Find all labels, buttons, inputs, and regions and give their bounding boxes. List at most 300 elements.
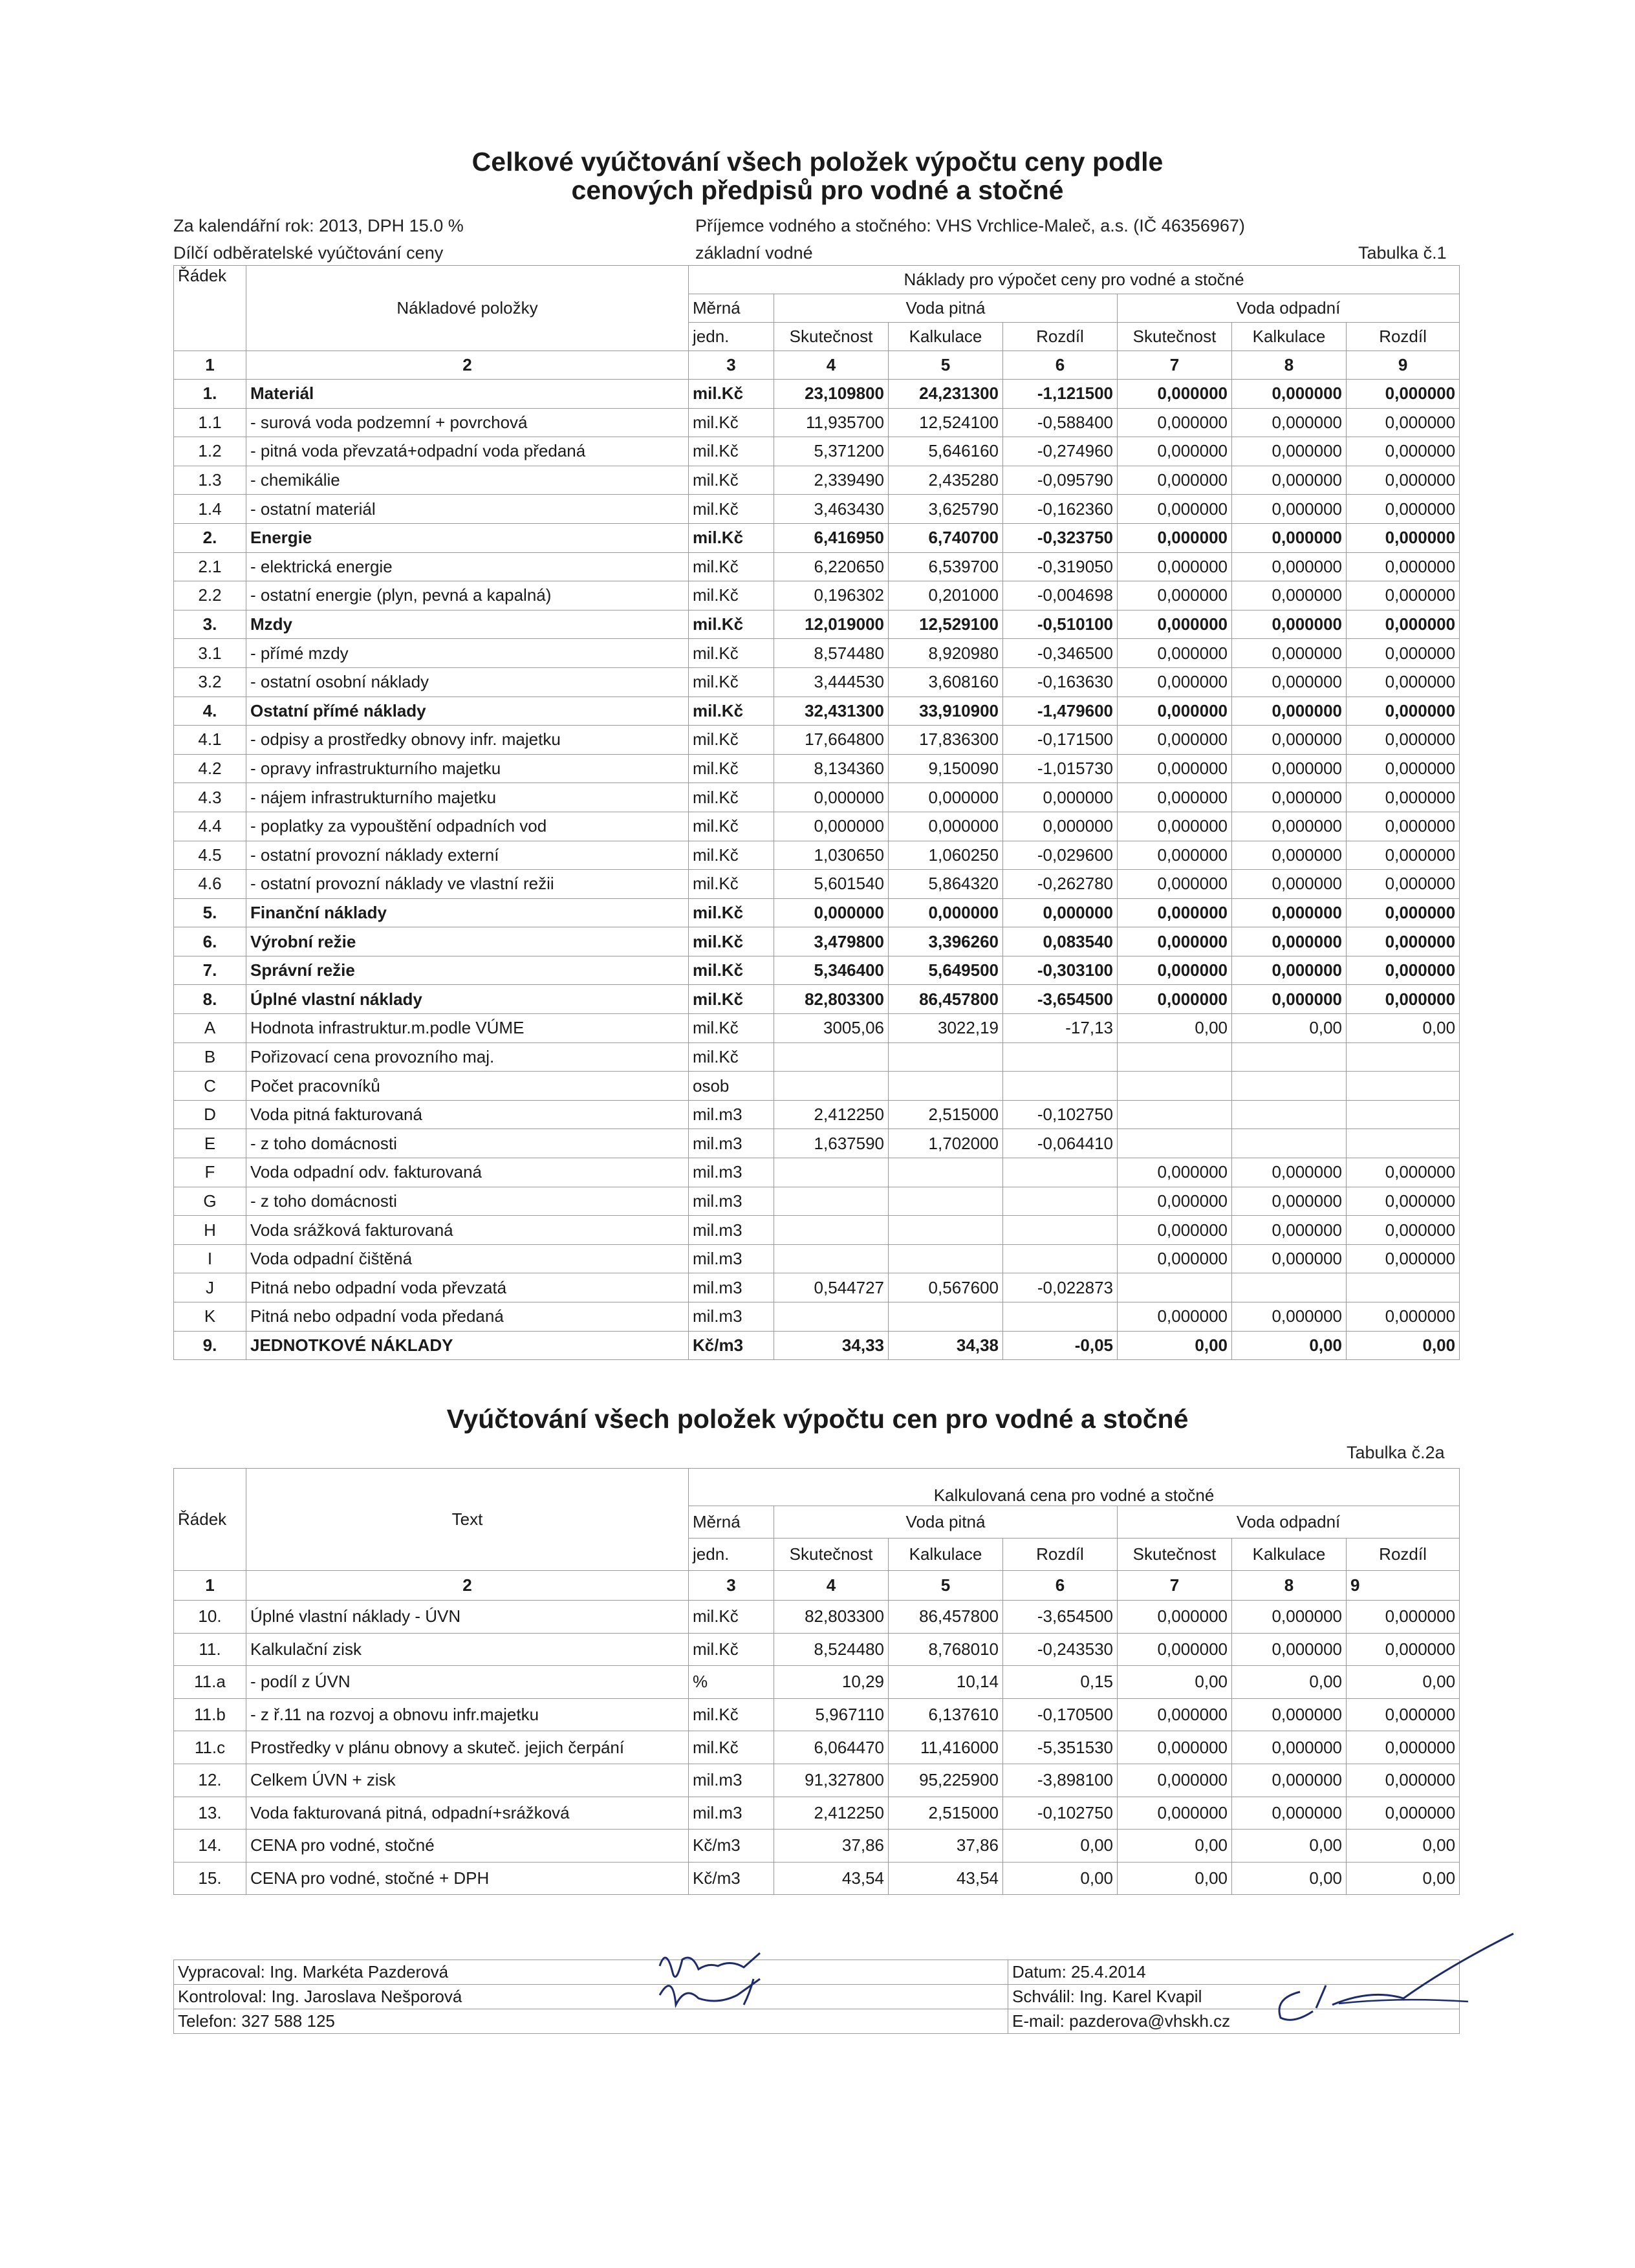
row-value: 0,000000 [1347,1158,1460,1187]
row-value: 1,060250 [889,841,1003,870]
row-value: -3,898100 [1003,1764,1118,1797]
row-number: F [174,1158,246,1187]
header-col: Kalkulace [889,323,1003,351]
row-unit: mil.m3 [689,1216,774,1245]
table-row [174,1042,1460,1072]
table-row [174,1830,1460,1863]
row-value [1232,1072,1347,1101]
row-value: 0,000000 [1347,1187,1460,1216]
row-value [774,1302,889,1332]
row-value: 0,000000 [1118,697,1232,726]
row-label: - poplatky za vypouštění odpadních vod [246,812,689,841]
row-value: 0,000000 [1347,783,1460,812]
row-value: -0,274960 [1003,437,1118,466]
table-row [174,1666,1460,1699]
row-label: - ostatní provozní náklady externí [246,841,689,870]
row-value: 0,000000 [1118,1601,1232,1634]
row-value: 0,000000 [1232,1698,1347,1731]
row-value: 0,000000 [1347,437,1460,466]
row-value: -0,004698 [1003,581,1118,610]
row-value: 0,000000 [1118,726,1232,755]
row-value: -3,654500 [1003,1601,1118,1634]
header-merna: Měrná [689,1506,774,1539]
table-row [174,408,1460,437]
row-label: Celkem ÚVN + zisk [246,1764,689,1797]
row-label: - nájem infrastrukturního majetku [246,783,689,812]
row-value: 0,00 [1232,1830,1347,1863]
row-value: 2,412250 [774,1797,889,1830]
row-number: 3.1 [174,639,246,668]
col-number: 5 [889,1571,1003,1601]
row-label: Voda srážková fakturovaná [246,1216,689,1245]
row-value: 0,000000 [1118,985,1232,1014]
header-col: Rozdíl [1347,323,1460,351]
row-value: -5,351530 [1003,1731,1118,1764]
row-value: -0,162360 [1003,495,1118,524]
row-unit: mil.Kč [689,783,774,812]
row-value: 0,000000 [1347,523,1460,552]
row-value: 91,327800 [774,1764,889,1797]
row-number: 11. [174,1633,246,1666]
row-value: 43,54 [774,1862,889,1895]
table-row [174,639,1460,668]
row-value: 2,515000 [889,1797,1003,1830]
table-row [174,898,1460,927]
row-label: - podíl z ÚVN [246,1666,689,1699]
row-value: 0,000000 [1232,1216,1347,1245]
row-value: 0,000000 [1118,639,1232,668]
header-span: Kalkulovaná cena pro vodné a stočné [689,1469,1460,1506]
row-unit: mil.m3 [689,1302,774,1332]
row-value: 0,000000 [1003,812,1118,841]
row-value: 43,54 [889,1862,1003,1895]
row-unit: mil.m3 [689,1158,774,1187]
row-number: H [174,1216,246,1245]
row-value: 0,000000 [1347,1633,1460,1666]
col-number: 3 [689,1571,774,1601]
row-value: 0,000000 [1118,1302,1232,1332]
row-value: 0,00 [1347,1666,1460,1699]
row-value: 3005,06 [774,1014,889,1043]
row-value: -0,064410 [1003,1129,1118,1158]
row-value [774,1187,889,1216]
row-unit: mil.Kč [689,1698,774,1731]
row-value: 0,000000 [1118,783,1232,812]
table-row [174,1331,1460,1360]
price-table [173,1468,1460,1895]
row-value [889,1158,1003,1187]
row-value: 0,000000 [1347,581,1460,610]
row-label: Mzdy [246,610,689,639]
row-number: J [174,1273,246,1302]
row-value [1347,1042,1460,1072]
row-unit: mil.Kč [689,1042,774,1072]
row-value: 3,625790 [889,495,1003,524]
table-row [174,1014,1460,1043]
row-value: 0,00 [1232,1666,1347,1699]
row-value: -0,102750 [1003,1797,1118,1830]
row-unit: mil.Kč [689,610,774,639]
table-row [174,1797,1460,1830]
col-number: 1 [174,351,246,380]
header-col: Skutečnost [1118,323,1232,351]
row-value: 82,803300 [774,1601,889,1634]
row-value: 0,544727 [774,1273,889,1302]
table-row [174,1731,1460,1764]
row-number: 4.6 [174,870,246,899]
row-value: -0,303100 [1003,956,1118,985]
row-label: - ostatní provozní náklady ve vlastní režii [246,870,689,899]
row-value: 0,000000 [1232,610,1347,639]
row-value: -0,171500 [1003,726,1118,755]
row-value: 34,38 [889,1331,1003,1360]
row-value: 17,836300 [889,726,1003,755]
row-number: 3.2 [174,667,246,697]
col-number: 2 [246,351,689,380]
col-number: 9 [1347,351,1460,380]
row-unit: mil.Kč [689,841,774,870]
table-row [174,1601,1460,1634]
row-value: 11,935700 [774,408,889,437]
row-value [774,1042,889,1072]
table-row [174,1216,1460,1245]
col-number: 5 [889,351,1003,380]
row-value: 0,00 [1232,1014,1347,1043]
row-value: 0,000000 [889,783,1003,812]
row-value: 0,00 [1347,1014,1460,1043]
row-value [889,1302,1003,1332]
row-value: 0,000000 [1118,408,1232,437]
row-unit: osob [689,1072,774,1101]
row-value: 8,134360 [774,754,889,783]
row-value: 0,000000 [1347,1797,1460,1830]
row-number: 8. [174,985,246,1014]
row-value [1118,1042,1232,1072]
row-value: 0,000000 [1118,1698,1232,1731]
row-value: 0,00 [1118,1014,1232,1043]
row-value: 2,412250 [774,1100,889,1129]
row-value: 0,000000 [1118,552,1232,581]
row-label: Voda pitná fakturovaná [246,1100,689,1129]
row-value: 0,000000 [1347,380,1460,409]
header-jedn: jedn. [689,1539,774,1571]
row-value: -0,319050 [1003,552,1118,581]
row-label: - z ř.11 na rozvoj a obnovu infr.majetku [246,1698,689,1731]
row-value: 0,000000 [1232,898,1347,927]
document-title [0,147,1635,204]
row-value: 0,000000 [1232,1302,1347,1332]
col-number: 9 [1347,1571,1460,1601]
sub-info: Dílčí odběratelské vyúčtování ceny [173,243,444,263]
row-value: 0,000000 [1232,437,1347,466]
row-value: 0,000000 [1347,870,1460,899]
table2-number: Tabulka č.2a [1347,1443,1445,1462]
header-col: Kalkulace [1232,1539,1347,1571]
table-row [174,1072,1460,1101]
row-unit: mil.Kč [689,523,774,552]
row-unit: % [689,1666,774,1699]
row-label: - ostatní energie (plyn, pevná a kapalná) [246,581,689,610]
row-value: 3,444530 [774,667,889,697]
row-value: 0,000000 [1347,754,1460,783]
row-label: Energie [246,523,689,552]
row-value: 0,083540 [1003,927,1118,956]
title-line-2: cenových předpisů pro vodné a stočné [571,175,1064,205]
row-label: - surová voda podzemní + povrchová [246,408,689,437]
row-number: 14. [174,1830,246,1863]
row-unit: mil.Kč [689,1633,774,1666]
row-value: -0,029600 [1003,841,1118,870]
row-unit: mil.Kč [689,639,774,668]
row-value: 0,000000 [1232,523,1347,552]
header-radek: Řádek [174,266,246,351]
row-value: 0,00 [1003,1862,1118,1895]
row-value: 0,000000 [1118,380,1232,409]
row-value: 0,00 [1118,1862,1232,1895]
table-row [174,610,1460,639]
row-value [1003,1244,1118,1273]
col-number: 7 [1118,351,1232,380]
row-value: 0,000000 [1347,466,1460,495]
row-number: 5. [174,898,246,927]
row-unit: mil.Kč [689,667,774,697]
row-value: 0,00 [1118,1830,1232,1863]
email: E-mail: pazderova@vhskh.cz [1008,2009,1460,2034]
row-value: 34,33 [774,1331,889,1360]
row-unit: mil.Kč [689,754,774,783]
row-value: 0,00 [1347,1862,1460,1895]
cost-table [173,265,1460,1360]
table-row [174,726,1460,755]
row-value [1232,1129,1347,1158]
table-row [174,812,1460,841]
table-row [174,437,1460,466]
row-value: 17,664800 [774,726,889,755]
title-line-1: Celkové vyúčtování všech položek výpočtu ceny podle [471,147,1164,177]
row-label: - přímé mzdy [246,639,689,668]
row-value: 0,000000 [1118,1216,1232,1245]
row-unit: mil.Kč [689,1731,774,1764]
row-value: 1,637590 [774,1129,889,1158]
row-value: 95,225900 [889,1764,1003,1797]
row-value: 0,000000 [1232,1244,1347,1273]
tariff-label: základní vodné [695,243,813,263]
year-info: Za kalendářní rok: 2013, DPH 15.0 % [173,216,464,235]
row-label: - z toho domácnosti [246,1129,689,1158]
row-value: 0,000000 [1232,1731,1347,1764]
row-value [1232,1100,1347,1129]
row-label: Úplné vlastní náklady - ÚVN [246,1601,689,1634]
row-label: Ostatní přímé náklady [246,697,689,726]
row-value: 0,000000 [1347,726,1460,755]
signature-approved [1255,1927,1526,2037]
row-number: 11.b [174,1698,246,1731]
row-value: 0,000000 [1232,841,1347,870]
row-value: 0,000000 [1347,927,1460,956]
row-value [1118,1129,1232,1158]
row-value: 0,000000 [1232,927,1347,956]
row-label: - opravy infrastrukturního majetku [246,754,689,783]
phone: Telefon: 327 588 125 [174,2009,1008,2034]
row-number: 13. [174,1797,246,1830]
row-value: 0,000000 [1347,1216,1460,1245]
row-value: 0,000000 [1118,754,1232,783]
row-value: 0,000000 [1118,956,1232,985]
row-value: 0,000000 [1118,523,1232,552]
row-value: -0,022873 [1003,1273,1118,1302]
date: Datum: 25.4.2014 [1008,1960,1460,1985]
col-number: 6 [1003,351,1118,380]
row-value: 23,109800 [774,380,889,409]
row-value [1347,1129,1460,1158]
row-number: C [174,1072,246,1101]
row-value: 0,000000 [1232,1797,1347,1830]
row-value: 0,000000 [1232,985,1347,1014]
row-value: 2,435280 [889,466,1003,495]
row-label: Správní režie [246,956,689,985]
row-value: 5,371200 [774,437,889,466]
table-row [174,1244,1460,1273]
row-value: 0,000000 [1347,812,1460,841]
row-value: 0,00 [1347,1331,1460,1360]
row-value: 0,000000 [1118,1797,1232,1830]
row-unit: mil.Kč [689,380,774,409]
row-value: 0,000000 [1232,1633,1347,1666]
row-unit: mil.Kč [689,985,774,1014]
row-value: 6,416950 [774,523,889,552]
row-value: 0,000000 [1118,898,1232,927]
header-col: Rozdíl [1003,323,1118,351]
row-value [1347,1273,1460,1302]
row-unit: mil.m3 [689,1273,774,1302]
row-value [889,1244,1003,1273]
row-value: 0,000000 [1118,466,1232,495]
row-value [1003,1302,1118,1332]
row-value: 0,000000 [1232,870,1347,899]
table-row [174,1764,1460,1797]
col-number: 7 [1118,1571,1232,1601]
table-row [174,956,1460,985]
row-number: 7. [174,956,246,985]
row-label: - ostatní osobní náklady [246,667,689,697]
row-label: - elektrická energie [246,552,689,581]
row-number: 4.4 [174,812,246,841]
table-row [174,841,1460,870]
row-label: Voda odpadní odv. fakturovaná [246,1158,689,1187]
row-value: -0,243530 [1003,1633,1118,1666]
row-value: 0,000000 [1232,783,1347,812]
row-value: 0,000000 [1347,697,1460,726]
row-value: 0,000000 [1347,1731,1460,1764]
header-col: Rozdíl [1347,1539,1460,1571]
row-label: - odpisy a prostředky obnovy infr. majetku [246,726,689,755]
header-merna: Měrná [689,294,774,323]
row-number: 6. [174,927,246,956]
row-unit: mil.Kč [689,466,774,495]
row-value: 0,000000 [1118,581,1232,610]
row-value: 0,000000 [1232,1764,1347,1797]
row-value: -0,262780 [1003,870,1118,899]
row-value: 0,000000 [1118,1187,1232,1216]
row-value: 3022,19 [889,1014,1003,1043]
row-value: 0,15 [1003,1666,1118,1699]
row-label: Finanční náklady [246,898,689,927]
row-number: 1. [174,380,246,409]
col-number: 6 [1003,1571,1118,1601]
table-row [174,1158,1460,1187]
row-value: 0,000000 [1347,841,1460,870]
row-value: 2,339490 [774,466,889,495]
row-value: 0,000000 [1347,552,1460,581]
row-value: 0,00 [1347,1830,1460,1863]
row-number: 1.4 [174,495,246,524]
row-value: 0,000000 [1118,870,1232,899]
row-value: 9,150090 [889,754,1003,783]
row-value: 0,000000 [1232,1601,1347,1634]
row-value: 0,000000 [1118,437,1232,466]
approved-by: Schválil: Ing. Karel Kvapil [1008,1985,1460,2009]
row-label: Pitná nebo odpadní voda převzatá [246,1273,689,1302]
row-number: D [174,1100,246,1129]
row-value: 0,000000 [1347,495,1460,524]
row-value: -0,05 [1003,1331,1118,1360]
row-value [1232,1273,1347,1302]
row-label: Voda fakturovaná pitná, odpadní+srážková [246,1797,689,1830]
row-value: 0,000000 [1118,1244,1232,1273]
table-row [174,523,1460,552]
row-value: 86,457800 [889,985,1003,1014]
row-value: -0,170500 [1003,1698,1118,1731]
row-number: 15. [174,1862,246,1895]
row-value: 0,00 [1232,1862,1347,1895]
row-number: 10. [174,1601,246,1634]
table-row [174,667,1460,697]
checked-by: Kontroloval: Ing. Jaroslava Nešporová [174,1985,1008,2009]
row-value: 0,000000 [1232,495,1347,524]
row-value: 0,000000 [774,783,889,812]
row-value: 0,000000 [1347,956,1460,985]
row-value: 0,000000 [1118,1764,1232,1797]
header-col: Skutečnost [774,323,889,351]
row-unit: mil.Kč [689,495,774,524]
row-value: 0,000000 [1347,1244,1460,1273]
row-value: 3,463430 [774,495,889,524]
row-value: 8,768010 [889,1633,1003,1666]
signature-prepared [647,1934,815,2024]
row-value: 0,000000 [1232,380,1347,409]
row-value: 0,000000 [1232,1158,1347,1187]
table2-title: Vyúčtování všech položek výpočtu cen pro vodné a stočné [446,1404,1189,1434]
row-label: Úplné vlastní náklady [246,985,689,1014]
row-value: -0,102750 [1003,1100,1118,1129]
row-value [1003,1216,1118,1245]
table-row [174,783,1460,812]
row-value [1003,1042,1118,1072]
header-voda-odpadni: Voda odpadní [1118,294,1460,323]
row-unit: mil.Kč [689,697,774,726]
table-row [174,1273,1460,1302]
row-value [1118,1100,1232,1129]
row-value: 0,000000 [1232,667,1347,697]
row-value: 0,000000 [1118,927,1232,956]
row-value: 0,567600 [889,1273,1003,1302]
row-value: 6,539700 [889,552,1003,581]
row-label: - pitná voda převzatá+odpadní voda předaná [246,437,689,466]
row-value: 37,86 [774,1830,889,1863]
row-value: 0,000000 [1347,1601,1460,1634]
row-value [1003,1158,1118,1187]
col-number: 2 [246,1571,689,1601]
